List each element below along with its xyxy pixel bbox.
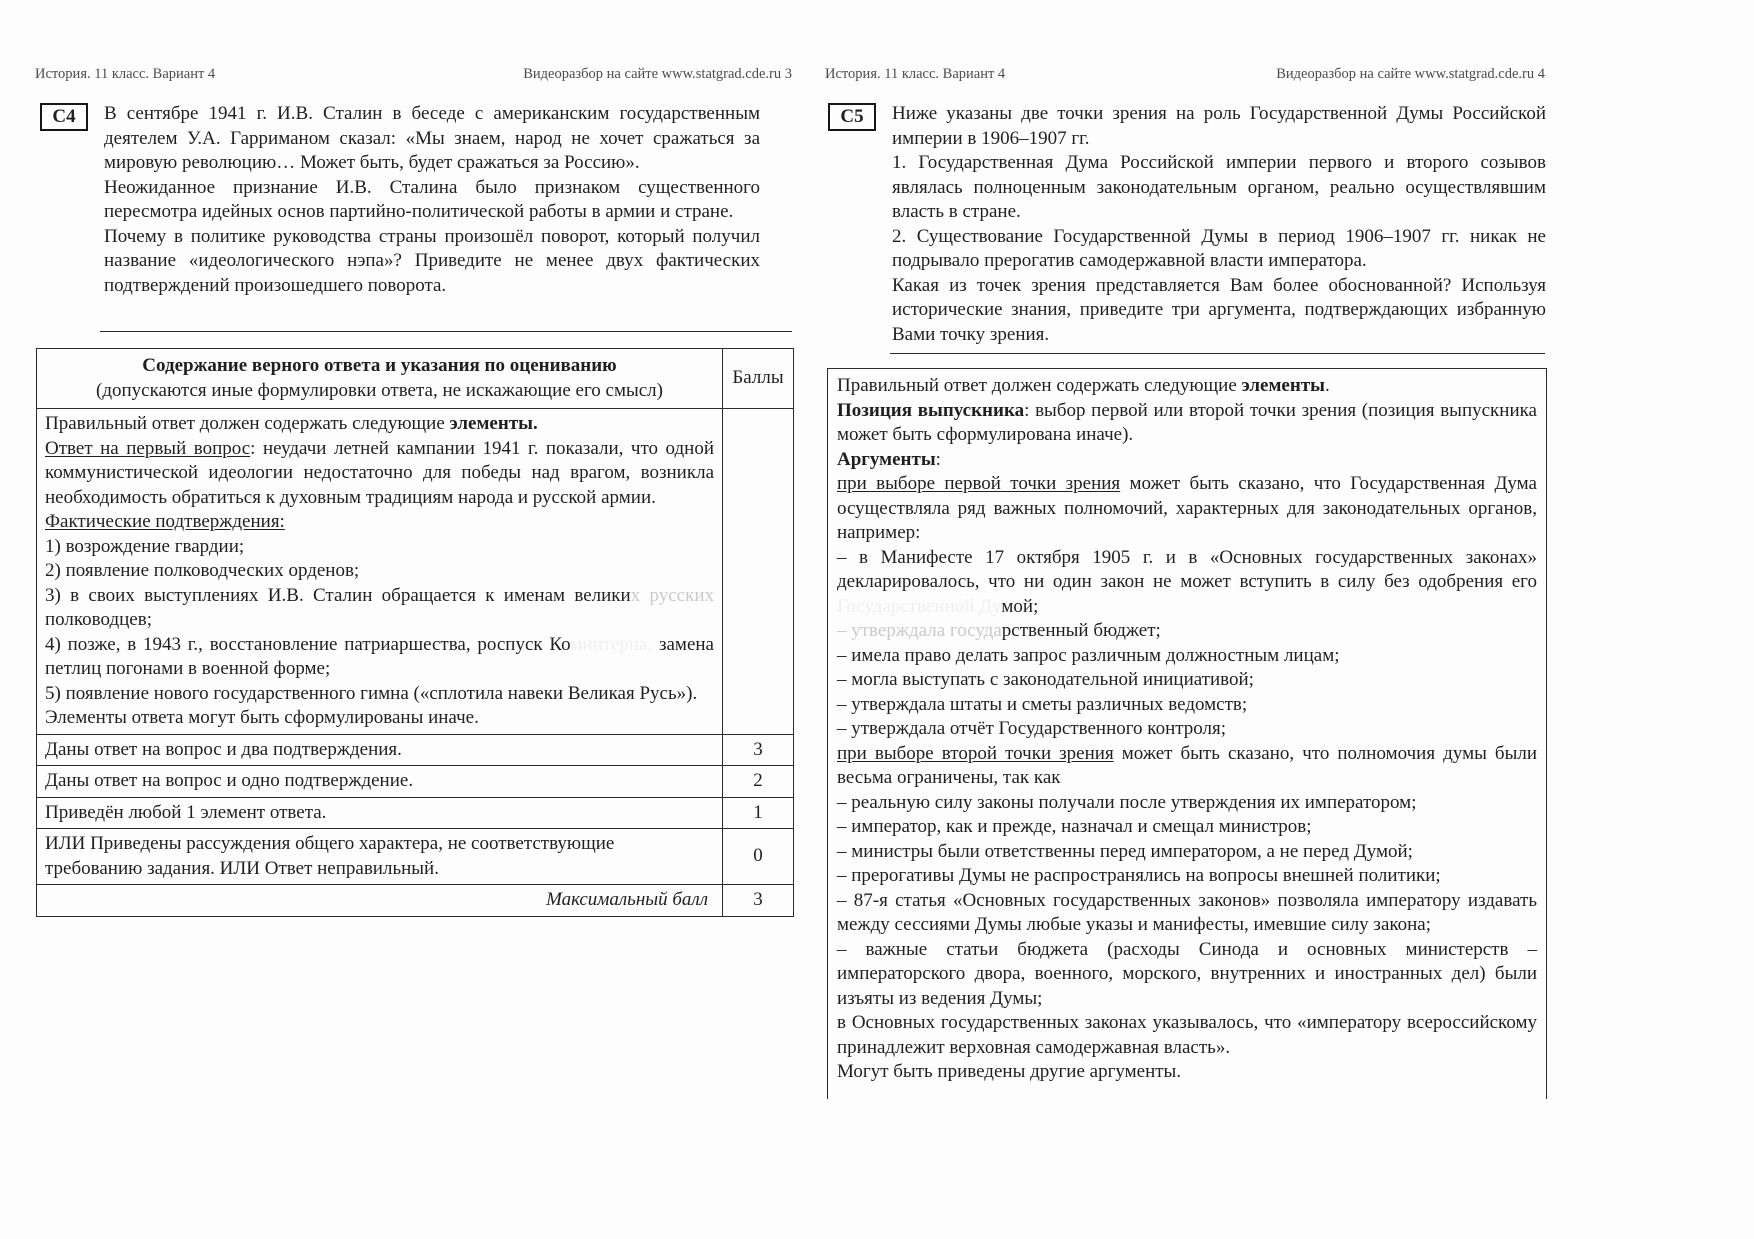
- answer-text: : неудачи летней кампании 1941 г. показали, что одной коммунистической идеологии недостаточно для победы над врагом, возникла необходимость обратиться к духовным традициям народа и русской армии.: [45, 437, 714, 508]
- task-c4: [40, 102, 760, 298]
- answer-text: мой;: [1001, 595, 1039, 617]
- erased-text: минтерна,: [570, 633, 653, 655]
- answer-line: – министры были ответственны перед императором, а не перед Думой;: [837, 840, 1413, 862]
- answer-line: 5) появление нового государственного гимна («сплотила навеки Великая Русь»).: [45, 682, 698, 704]
- answer-line: [837, 472, 1537, 546]
- answer-text: 3) в своих выступлениях И.В. Сталин обращается к именам велики: [45, 584, 631, 606]
- answer-line: [837, 374, 1537, 399]
- answer-line: – реальную силу законы получали после утверждения их императором;: [837, 791, 1417, 813]
- header-site-label: Видеоразбор на сайте www.statgrad.cde.ru 4: [1276, 66, 1545, 82]
- answer-text-underlined: Фактические подтверждения:: [45, 511, 285, 532]
- answer-line: [837, 448, 1537, 473]
- criterion-score: 0: [723, 829, 794, 885]
- scoring-row: [37, 829, 794, 885]
- scoring-header-cell: [37, 349, 723, 409]
- task-c5-text: [892, 102, 1546, 347]
- answer-text: 4) позже, в 1943 г., восстановление патриаршества, роспуск Ко: [45, 633, 571, 655]
- answer-line: [837, 619, 1537, 644]
- task-paragraph: В сентябре 1941 г. И.В. Сталин в беседе с американским государственным деятелем У.А. Гарриманом сказал: «Мы знаем, народ не хочет сражаться за мировую революцию… Может быть, будет сражаться за Россию».: [104, 103, 760, 173]
- header-site-label: Видеоразбор на сайте www.statgrad.cde.ru 3: [523, 66, 792, 82]
- answer-score-cell-empty: [723, 409, 794, 735]
- task-c4-label: С4: [40, 103, 88, 131]
- task-c5: [828, 102, 1546, 347]
- task-paragraph: Какая из точек зрения представляется Вам более обоснованной? Используя исторические знания, приведите три аргумента, подтверждающих избранную Вами точку зрения.: [892, 274, 1546, 345]
- task-separator-line: [890, 353, 1545, 354]
- answer-text-bold: элементы: [1241, 375, 1325, 396]
- answer-line: Могут быть приведены другие аргументы.: [837, 1061, 1182, 1082]
- task-paragraph: Неожиданное признание И.В. Сталина было признаком существенного пересмотра идейных основ партийно-политической работы в армии и стране.: [104, 176, 760, 222]
- criterion-text: Приведён любой 1 элемент ответа.: [37, 797, 723, 829]
- answer-line: Элементы ответа могут быть сформулированы иначе.: [45, 707, 479, 728]
- answer-line: [837, 742, 1537, 791]
- task-paragraph: Почему в политике руководства страны произошёл поворот, который получил название «идеологического нэпа»? Приведите не менее двух фактических подтверждений произошедшего поворота.: [104, 225, 760, 296]
- scoring-header-subtitle: (допускаются иные формулировки ответа, не искажающие его смысл): [96, 379, 663, 401]
- task-paragraph: Ниже указаны две точки зрения на роль Государственной Думы Российской империи в 1906–1907 гг.: [892, 103, 1546, 149]
- max-score-value: 3: [723, 885, 794, 917]
- task-paragraph: 1. Государственная Дума Российской империи первого и второго созывов являлась полноценным законодательным органом, реально осуществлявшим власть в стране.: [892, 152, 1546, 222]
- max-score-label: Максимальный балл: [37, 885, 723, 917]
- criterion-score: 2: [723, 766, 794, 798]
- erased-text: – утверждала госуда: [837, 620, 1002, 641]
- scoring-row: [37, 734, 794, 766]
- task-separator-line: [100, 331, 792, 332]
- header-course-label: История. 11 класс. Вариант 4: [35, 66, 216, 82]
- answer-text-underlined: при выборе первой точки зрения: [837, 473, 1121, 494]
- scoring-table-header-row: [37, 349, 794, 409]
- answer-content-cell: [37, 409, 723, 735]
- answer-line: [837, 399, 1537, 448]
- answer-text: рственный бюджет;: [1001, 620, 1161, 641]
- answer-line: – утверждала штаты и сметы различных ведомств;: [837, 693, 1248, 715]
- scoring-row: [37, 766, 794, 798]
- score-column-header: Баллы: [723, 349, 794, 409]
- erased-text: Государственной Ду: [837, 595, 1002, 617]
- answer-text: замена петлиц погонами в военной форме;: [45, 633, 714, 679]
- answer-line: [45, 584, 714, 633]
- answer-line: – 87-я статья «Основных государственных законов» позволяла императору издавать между сессиями Думы любые указы и манифесты, имевшие силу закона;: [837, 889, 1537, 935]
- page-header: [35, 66, 792, 82]
- answer-text: : выбор первой или второй точки зрения (позиция выпускника может быть сформулирована иначе).: [837, 399, 1537, 445]
- answer-text: :: [935, 448, 941, 470]
- right-page: [808, 0, 1754, 1239]
- criterion-score: 1: [723, 797, 794, 829]
- erased-text: х русских: [630, 584, 714, 606]
- answer-text-bold: Аргументы: [837, 448, 936, 470]
- answer-line: – утверждала отчёт Государственного контроля;: [837, 718, 1227, 739]
- criterion-text: Даны ответ на вопрос и два подтверждения.: [37, 734, 723, 766]
- criterion-text: ИЛИ Приведены рассуждения общего характера, не соответствующие требованию задания. ИЛИ Ответ неправильный.: [37, 829, 723, 885]
- answer-text: может быть сказано, что Государственная Дума осуществляла ряд важных полномочий, характерных для законодательных органов, например:: [837, 473, 1537, 543]
- max-score-row: [37, 885, 794, 917]
- answer-text: полководцев;: [45, 609, 152, 630]
- answer-key-box: [827, 368, 1547, 1099]
- answer-text: может быть сказано, что полномочия думы были весьма ограничены, так как: [837, 742, 1538, 788]
- answer-text: .: [1324, 375, 1330, 396]
- answer-line: в Основных государственных законах указывалось, что «императору всероссийскому принадлежит верховная самодержавная власть».: [837, 1012, 1537, 1058]
- left-page: [0, 0, 808, 1239]
- answer-line: – важные статьи бюджета (расходы Синода и основных министерств – императорского двора, военного, морского, внутренних и иностранных дел) были изъяты из ведения Думы;: [837, 938, 1537, 1009]
- task-c5-label: С5: [828, 103, 876, 131]
- scoring-table: [36, 348, 794, 917]
- answer-line: [45, 412, 714, 437]
- task-paragraph: 2. Существование Государственной Думы в период 1906–1907 гг. никак не подрывало прерогатив самодержавной власти императора.: [892, 225, 1546, 271]
- answer-line: [45, 633, 714, 682]
- answer-line: 2) появление полководческих орденов;: [45, 560, 360, 581]
- page-header: [825, 66, 1545, 82]
- answer-line: [45, 510, 714, 535]
- criterion-score: 3: [723, 734, 794, 766]
- answer-text-bold: элементы.: [449, 413, 538, 434]
- task-c4-text: [104, 102, 760, 298]
- header-course-label: История. 11 класс. Вариант 4: [825, 66, 1006, 82]
- answer-line: – имела право делать запрос различным должностным лицам;: [837, 644, 1340, 666]
- answer-text-bold: Позиция выпускника: [837, 399, 1025, 421]
- answer-text: Правильный ответ должен содержать следующие: [837, 375, 1242, 396]
- answer-line: – могла выступать с законодательной инициативой;: [837, 669, 1254, 690]
- answer-line: [837, 546, 1537, 620]
- criterion-text: Даны ответ на вопрос и одно подтверждение.: [37, 766, 723, 798]
- scoring-row: [37, 797, 794, 829]
- answer-line: – прерогативы Думы не распространялись на вопросы внешней политики;: [837, 865, 1441, 886]
- answer-line: – император, как и прежде, назначал и смещал министров;: [837, 816, 1312, 837]
- answer-text: – в Манифесте 17 октября 1905 г. и в «Основных государственных законах» декларировалось, что ни один закон не может вступить в силу без одобрения его: [837, 546, 1537, 592]
- answer-text: Правильный ответ должен содержать следующие: [45, 413, 450, 434]
- scoring-header-title: Содержание верного ответа и указания по оцениванию: [142, 355, 617, 376]
- answer-text-underlined: при выборе второй точки зрения: [837, 742, 1114, 764]
- answer-line: 1) возрождение гвардии;: [45, 535, 245, 557]
- answer-content-row: [37, 409, 794, 735]
- answer-text-underlined: Ответ на первый вопрос: [45, 437, 251, 459]
- answer-line: [45, 437, 714, 511]
